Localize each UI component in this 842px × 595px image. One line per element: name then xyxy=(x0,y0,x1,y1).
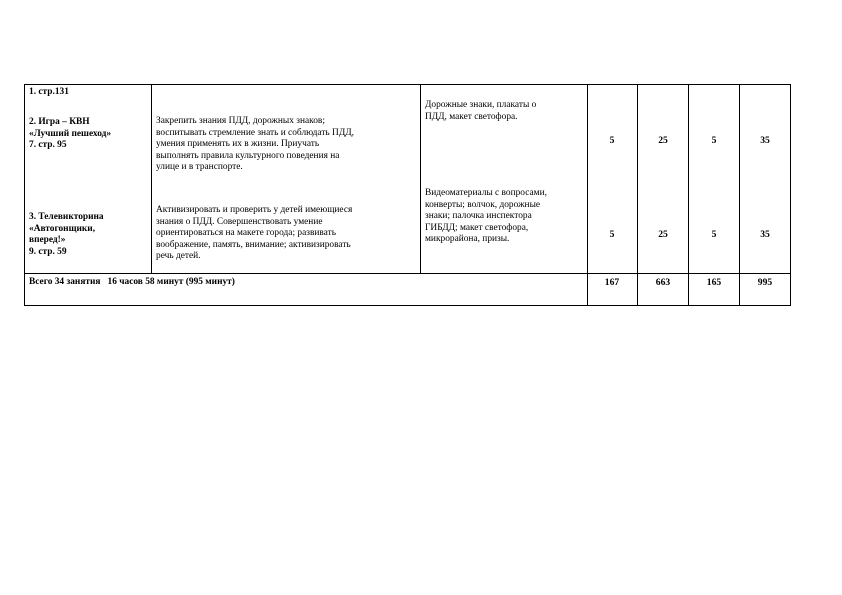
column-divider xyxy=(688,85,689,305)
total-value-cell: 167 xyxy=(604,277,620,288)
lesson-line: «Автогонщики, xyxy=(29,223,96,234)
value-cell: 5 xyxy=(711,135,717,146)
lesson-cell xyxy=(29,212,149,258)
goal-line: Активизировать и проверить у детей имеющиеся xyxy=(156,205,353,215)
lesson-cell xyxy=(29,87,149,152)
materials-line: микрорайона, призы. xyxy=(425,234,510,245)
goal-cell xyxy=(156,205,418,263)
materials-line: Видеоматериалы с вопросами, xyxy=(425,188,547,198)
lesson-line: 1. стр.131 xyxy=(29,87,69,97)
lesson-line: 2. Игра – КВН xyxy=(29,117,90,128)
materials-line: знаки; палочка инспектора xyxy=(425,211,532,222)
column-divider xyxy=(587,85,588,305)
lesson-line xyxy=(29,99,149,111)
lesson-line: «Лучший пешеход» xyxy=(29,128,112,139)
column-divider xyxy=(637,85,638,305)
goal-line: улице и в транспорте. xyxy=(156,162,243,173)
value-cell: 25 xyxy=(658,135,668,146)
materials-cell xyxy=(425,100,585,123)
column-divider xyxy=(151,85,152,273)
goal-line: Закрепить знания ПДД, дорожных знаков; xyxy=(156,116,325,126)
materials-line: конверты; волчок, дорожные xyxy=(425,199,541,210)
materials-line: ГИБДД; макет светофора, xyxy=(425,222,529,233)
column-divider xyxy=(739,85,740,305)
goal-line: речь детей. xyxy=(156,251,201,262)
lesson-line: 7. стр. 95 xyxy=(29,140,67,151)
lesson-plan-table xyxy=(24,84,791,306)
lesson-line: вперед!» xyxy=(29,235,66,246)
materials-cell xyxy=(425,188,585,246)
lesson-line: 3. Телевикторина xyxy=(29,212,104,222)
goal-line: ориентироваться на макете города; развивать xyxy=(156,228,336,239)
row-divider xyxy=(25,273,790,274)
goal-line: воспитывать стремление знать и соблюдать ПДД, xyxy=(156,127,354,138)
materials-line: ПДД, макет светофора. xyxy=(425,111,518,122)
value-cell: 35 xyxy=(760,229,770,240)
materials-line: Дорожные знаки, плакаты о xyxy=(425,100,537,110)
goal-line: выполнять правила культурного поведения на xyxy=(156,150,340,161)
value-cell: 35 xyxy=(760,135,770,146)
total-value-cell: 995 xyxy=(757,277,773,288)
value-cell: 25 xyxy=(658,229,668,240)
goal-cell xyxy=(156,116,418,174)
goal-line: знания о ПДД. Совершенствовать умение xyxy=(156,216,323,227)
total-value-cell: 663 xyxy=(655,277,671,288)
total-value-cell: 165 xyxy=(706,277,722,288)
value-cell: 5 xyxy=(609,135,615,146)
value-cell: 5 xyxy=(711,229,717,240)
column-divider xyxy=(420,85,421,273)
lesson-line: 9. стр. 59 xyxy=(29,246,67,257)
total-label: Всего 34 занятия 16 часов 58 минут (995 минут) xyxy=(29,277,235,287)
goal-line: воображение, память, внимание; активизировать xyxy=(156,239,351,250)
value-cell: 5 xyxy=(609,229,615,240)
goal-line: умения применять их в жизни. Приучать xyxy=(156,139,320,150)
